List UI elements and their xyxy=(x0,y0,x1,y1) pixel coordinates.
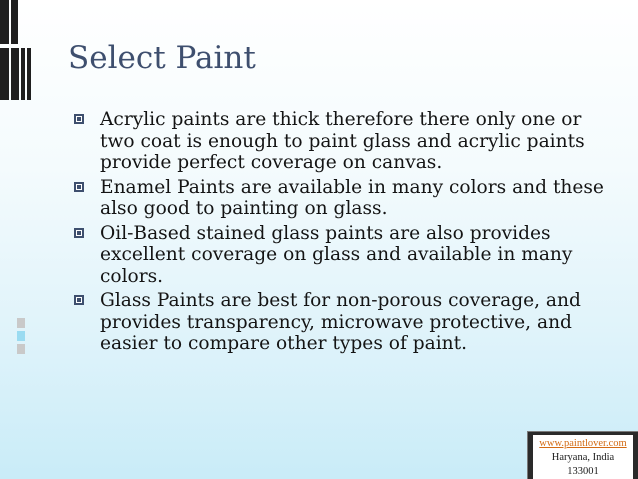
slide-title: Select Paint xyxy=(68,40,256,76)
decorative-bar xyxy=(27,48,31,100)
bullet-item xyxy=(74,109,614,174)
bullet-item xyxy=(74,177,614,220)
bullet-text: Enamel Paints are available in many colors and these also good to painting on glass. xyxy=(100,176,604,219)
bullet-text: Glass Paints are best for non-porous coverage, and provides transparency, microwave protective, and easier to compare other types of paint. xyxy=(100,290,581,354)
square-bullet-icon xyxy=(74,295,84,305)
decorative-square xyxy=(17,344,25,354)
footer-location: Haryana, India xyxy=(551,452,615,463)
footer-postal-code: 133001 xyxy=(567,466,599,477)
bullet-item xyxy=(74,290,614,355)
square-bullet-icon xyxy=(74,228,84,238)
decorative-bar xyxy=(0,48,9,100)
decorative-bar xyxy=(21,48,25,100)
website-link[interactable]: www.paintlover.com xyxy=(539,438,627,449)
bullet-text: Oil-Based stained glass paints are also provides excellent coverage on glass and available in many colors. xyxy=(100,222,573,287)
decorative-bar xyxy=(11,0,18,44)
decorative-square xyxy=(17,318,25,328)
bullet-item xyxy=(74,223,614,288)
footer-contact-inner xyxy=(533,435,633,479)
decorative-bar xyxy=(11,48,19,100)
decorative-square xyxy=(17,331,25,341)
decorative-side-strip xyxy=(0,0,38,479)
bullet-text: Acrylic paints are thick therefore there only one or two coat is enough to paint glass and acrylic paints provide perfect coverage on canvas. xyxy=(100,109,585,173)
footer-contact-box xyxy=(527,431,638,479)
decorative-bar xyxy=(0,0,9,44)
square-bullet-icon xyxy=(74,114,84,124)
square-bullet-icon xyxy=(74,182,84,192)
bullet-list xyxy=(74,109,614,358)
